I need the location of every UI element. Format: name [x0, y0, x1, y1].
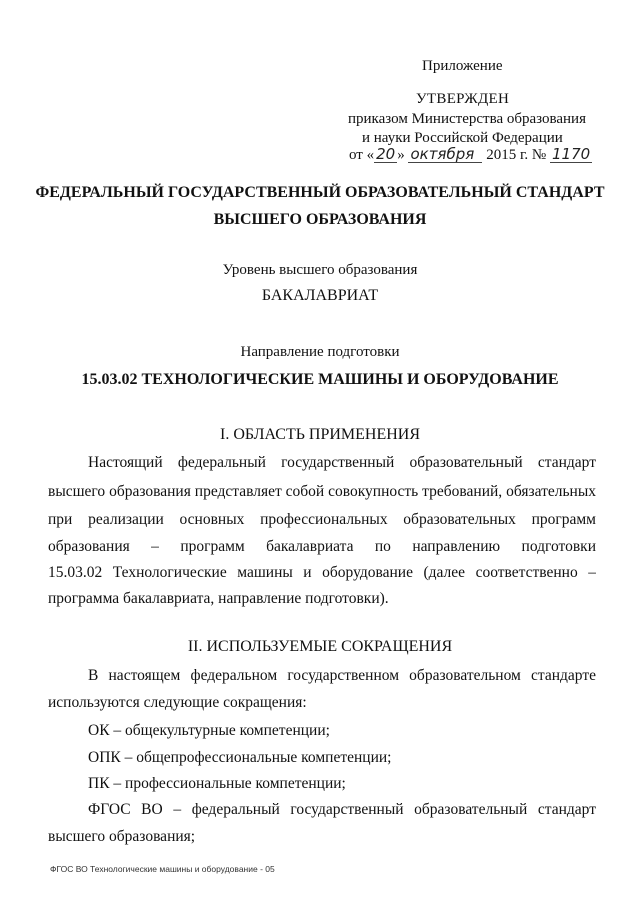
date-prefix: от «: [349, 147, 375, 163]
document-title-line-1: ФЕДЕРАЛЬНЫЙ ГОСУДАРСТВЕННЫЙ ОБРАЗОВАТЕЛЬНЫЙ СТАНДАРТ: [35, 184, 605, 201]
direction-label: Направление подготовки: [240, 344, 400, 360]
date-day: 20: [376, 145, 396, 163]
document-title-line-2: ВЫСШЕГО ОБРАЗОВАНИЯ: [213, 211, 427, 228]
order-date-line: [349, 147, 592, 164]
section-2-heading: II. ИСПОЛЬЗУЕМЫЕ СОКРАЩЕНИЯ: [187, 638, 453, 655]
section-2-intro-line-2: используются следующие сокращения:: [48, 694, 307, 711]
page-footer: ФГОС ВО Технологические машины и оборудование - 05: [50, 864, 275, 874]
date-month: октября: [408, 147, 482, 163]
level-label: Уровень высшего образования: [222, 262, 418, 278]
abbreviation-item-opk: ОПК – общепрофессиональные компетенции;: [88, 749, 392, 766]
abbreviation-item-pk: ПК – профессиональные компетенции;: [88, 775, 346, 792]
section-1-line-1: Настоящий федеральный государственный образовательный стандарт: [88, 454, 596, 471]
order-line-1: приказом Министерства образования: [348, 111, 586, 127]
order-line-2: и науки Российской Федерации: [362, 130, 563, 146]
order-number: 1170: [551, 145, 591, 163]
abbreviation-item-ok: ОК – общекультурные компетенции;: [88, 722, 330, 739]
appendix-label: Приложение: [422, 58, 503, 74]
section-1-line-2: высшего образования представляет собой совокупность требований, обязательных: [48, 483, 596, 500]
level-value: БАКАЛАВРИАТ: [261, 287, 379, 304]
section-1-line-6: программа бакалавриата, направление подготовки).: [48, 590, 389, 607]
abbreviation-item-fgos-line-1: ФГОС ВО – федеральный государственный образовательный стандарт: [88, 801, 596, 818]
section-1-line-5: 15.03.02 Технологические машины и оборудование (далее соответственно –: [48, 564, 596, 581]
section-1-line-4: образования – программ бакалавриата по направлению подготовки: [48, 538, 596, 555]
section-1-line-3: при реализации основных профессиональных образовательных программ: [48, 511, 596, 528]
section-2-intro-line-1: В настоящем федеральном государственном образовательном стандарте: [88, 667, 596, 684]
date-mid: »: [397, 147, 405, 163]
date-year: 2015 г. №: [486, 147, 547, 163]
abbreviation-item-fgos-line-2: высшего образования;: [48, 828, 196, 845]
direction-value: 15.03.02 ТЕХНОЛОГИЧЕСКИЕ МАШИНЫ И ОБОРУДОВАНИЕ: [81, 371, 559, 388]
approved-label: УТВЕРЖДЕН: [416, 91, 510, 107]
section-1-heading: I. ОБЛАСТЬ ПРИМЕНЕНИЯ: [219, 426, 421, 443]
